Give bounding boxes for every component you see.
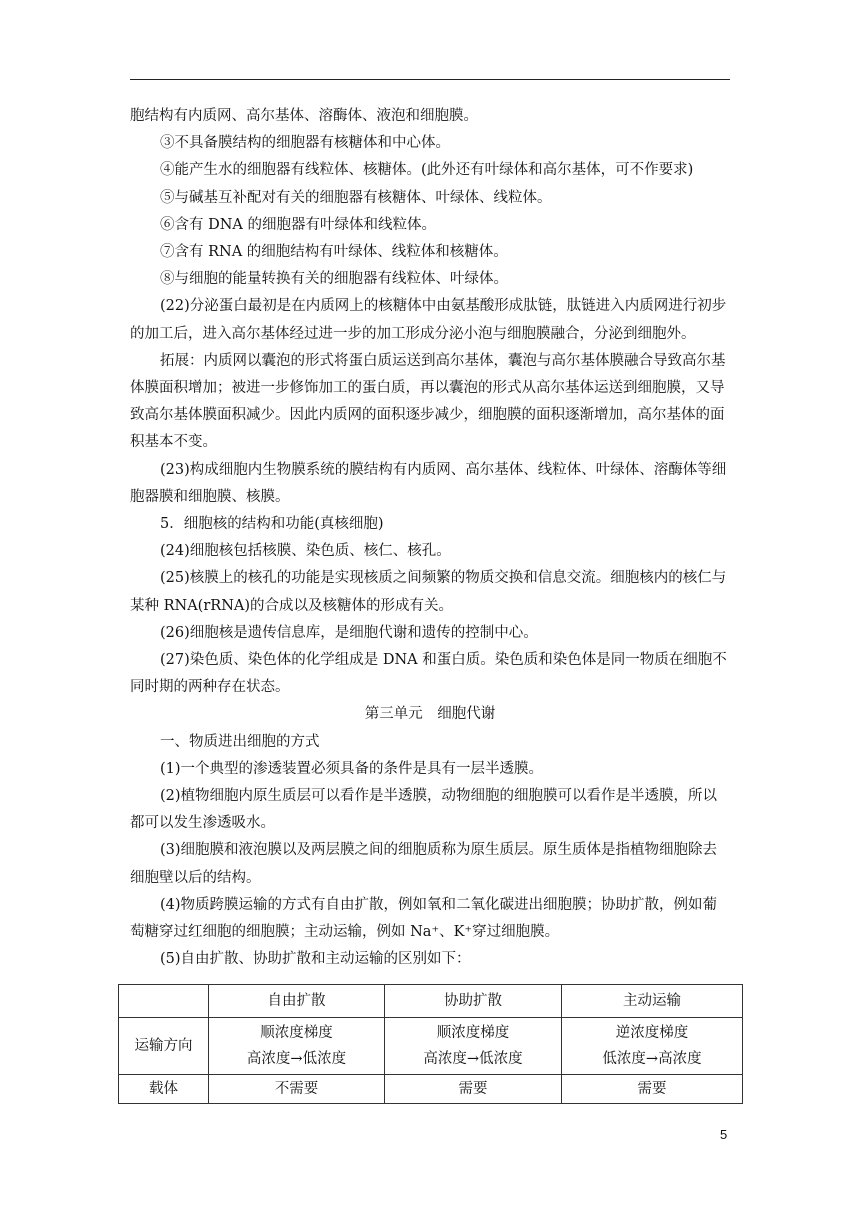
paragraph: ④能产生水的细胞器有线粒体、核糖体。(此外还有叶绿体和高尔基体，可不作要求)	[160, 162, 694, 179]
table-cell-line: 高浓度→低浓度	[246, 1051, 347, 1067]
paragraph: 5．细胞核的结构和功能(真核细胞)	[160, 516, 384, 533]
table-cell-line: 低浓度→高浓度	[602, 1051, 702, 1067]
paragraph: (4)物质跨膜运输的方式有自由扩散，例如氧和二氧化碳进出细胞膜；协助扩散，例如葡萄糖穿过红细胞的细胞膜；主动运输，例如 Na⁺、K⁺穿过细胞膜。	[130, 896, 718, 941]
table-header-cell: 协助扩散	[385, 985, 562, 1018]
paragraph: (1)一个典型的渗透装置必须具备的条件是具有一层半透膜。	[160, 760, 544, 777]
transport-comparison-table-wrapper	[118, 984, 743, 1104]
table-cell-line: 逆浓度梯度	[615, 1025, 689, 1041]
table-cell	[562, 1018, 743, 1075]
table-header-cell	[119, 985, 209, 1018]
paragraph: (27)染色质、染色体的化学组成是 DNA 和蛋白质。染色质和染色体是同一物质在细胞不同时期的两种存在状态。	[130, 652, 727, 696]
paragraph: (25)核膜上的核孔的功能是实现核质之间频繁的物质交换和信息交流。细胞核内的核仁与某种 RNA(rRNA)的合成以及核糖体的形成有关。	[130, 570, 727, 614]
paragraph: (26)细胞核是遗传信息库，是细胞代谢和遗传的控制中心。	[160, 624, 538, 641]
table-cell	[385, 1018, 562, 1075]
table-header-cell: 自由扩散	[209, 985, 385, 1018]
paragraph: (22)分泌蛋白最初是在内质网上的核糖体中由氨基酸形成肽链，肽链进入内质网进行初步的加工后，进入高尔基体经过进一步的加工形成分泌小泡与细胞膜融合，分泌到细胞外。	[130, 298, 727, 342]
table-row-label: 载体	[119, 1075, 209, 1104]
table-cell: 不需要	[209, 1075, 385, 1104]
paragraph: ⑤与碱基互补配对有关的细胞器有核糖体、叶绿体、线粒体。	[160, 189, 552, 206]
paragraph: 拓展：内质网以囊泡的形式将蛋白质运送到高尔基体，囊泡与高尔基体膜融合导致高尔基体膜面积增加；被进一步修饰加工的蛋白质，再以囊泡的形式从高尔基体运送到细胞膜，又导致高尔基体膜面积减少。因此内质网的面积逐步减少，细胞膜的面积逐渐增加，高尔基体的面积基本不变。	[130, 352, 726, 451]
paragraph: ⑥含有 DNA 的细胞器有叶绿体和线粒体。	[160, 216, 437, 233]
transport-comparison-table	[118, 984, 743, 1104]
table-cell-line: 顺浓度梯度	[260, 1025, 333, 1041]
paragraph: 一、物质进出细胞的方式	[160, 733, 320, 750]
paragraph: ⑦含有 RNA 的细胞结构有叶绿体、线粒体和核糖体。	[160, 244, 508, 261]
table-cell-line: 顺浓度梯度	[436, 1025, 510, 1041]
paragraph: (24)细胞核包括核膜、染色质、核仁、核孔。	[160, 543, 451, 560]
paragraph: ③不具备膜结构的细胞器有核糖体和中心体。	[160, 135, 450, 152]
header-rule	[130, 79, 730, 80]
table-cell	[209, 1018, 385, 1075]
document-body	[130, 103, 730, 974]
table-cell-line: 高浓度→低浓度	[423, 1051, 523, 1067]
section-heading: 第三单元 细胞代谢	[364, 706, 496, 723]
paragraph: (23)构成细胞内生物膜系统的膜结构有内质网、高尔基体、线粒体、叶绿体、溶酶体等细胞器膜和细胞膜、核膜。	[130, 461, 727, 505]
paragraph: 胞结构有内质网、高尔基体、溶酶体、液泡和细胞膜。	[130, 108, 478, 124]
table-row	[119, 1018, 743, 1075]
paragraph: ⑧与细胞的能量转换有关的细胞器有线粒体、叶绿体。	[160, 271, 508, 288]
table-cell: 需要	[385, 1075, 562, 1104]
table-row-label: 运输方向	[119, 1018, 209, 1075]
page-number: 5	[720, 1127, 728, 1142]
table-header-cell: 主动运输	[562, 985, 743, 1018]
paragraph: (5)自由扩散、协助扩散和主动运输的区别如下：	[160, 951, 471, 968]
table-row	[119, 1075, 743, 1104]
table-header-row	[119, 985, 743, 1018]
paragraph: (2)植物细胞内原生质层可以看作是半透膜，动物细胞的细胞膜可以看作是半透膜，所以都可以发生渗透吸水。	[130, 788, 718, 832]
table-cell: 需要	[562, 1075, 743, 1104]
paragraph: (3)细胞膜和液泡膜以及两层膜之间的细胞质称为原生质层。原生质体是指植物细胞除去细胞壁以后的结构。	[130, 842, 718, 886]
